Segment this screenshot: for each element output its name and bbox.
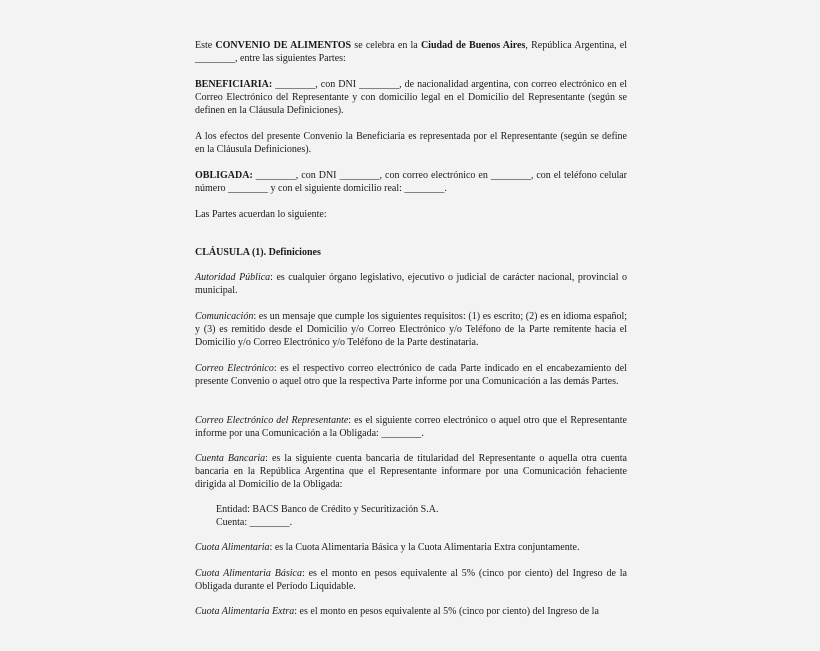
- obligada-text: ________, con DNI ________, con correo electrónico en ________, con el teléfono celular número ________ y con el siguiente domicilio real: ________.: [195, 170, 627, 194]
- obligada-label: OBLIGADA:: [195, 170, 253, 181]
- definition-cuota-extra: [195, 605, 627, 618]
- beneficiaria-text: ________, con DNI ________, de nacionalidad argentina, con correo electrónico en el Correo Electrónico del Representante y con domicilio legal en el Domicilio del Representante (según se definen en la Cláusula Definiciones).: [195, 79, 627, 116]
- definition-term: Correo Electrónico del Representante: [195, 415, 349, 426]
- clausula-heading: CLÁUSULA (1). Definiciones: [195, 247, 321, 258]
- beneficiaria-label: BENEFICIARIA:: [195, 79, 273, 90]
- agreement-title: CONVENIO DE ALIMENTOS: [215, 40, 352, 51]
- definition-term: Cuota Alimentaria Básica: [195, 568, 302, 579]
- definition-term: Cuota Alimentaria: [195, 542, 270, 553]
- definition-correo-representante: [195, 414, 627, 440]
- definition-text: : es la siguiente cuenta bancaria de titularidad del Representante o aquella otra cuenta bancaria en la República Argentina que el Representante informare por una Comunicación fehaciente dirigida al Domicilio de la Obligada:: [195, 453, 627, 490]
- city-name: Ciudad de Buenos Aires: [420, 40, 526, 51]
- definition-term: Autoridad Pública: [195, 272, 271, 283]
- definition-text: : es un mensaje que cumple los siguientes requisitos: (1) es escrito; (2) es en idioma español; y (3) es remitido desde el Domicilio y/o Correo Electrónico y/o Teléfono de la Parte remitente hacia el Domicilio y/o Correo Electrónico y/o Teléfono de la Parte destinataria.: [195, 311, 627, 348]
- definition-text: : es cualquier órgano legislativo, ejecutivo o judicial de carácter nacional, provincial o municipal.: [195, 272, 627, 296]
- intro-paragraph: [195, 39, 627, 65]
- bank-entidad: Entidad: BACS Banco de Crédito y Securitización S.A.: [216, 504, 439, 515]
- definition-comunicacion: [195, 310, 627, 349]
- obligada-paragraph: [195, 169, 627, 195]
- definition-cuota-basica: [195, 567, 627, 593]
- bank-cuenta: Cuenta: ________.: [216, 517, 293, 528]
- document-body: [195, 0, 628, 617]
- intro-pre: Este: [195, 40, 216, 51]
- definition-text: : es la Cuota Alimentaria Básica y la Cuota Alimentaria Extra conjuntamente.: [269, 542, 580, 553]
- definition-text: : es el respectivo correo electrónico de cada Parte indicado en el encabezamiento del presente Convenio o aquel otro que la respectiva Parte informe por una Comunicación a las demás Partes.: [195, 363, 628, 387]
- representacion-paragraph: A los efectos del presente Convenio la Beneficiaria es representada por el Representante (según se define en la Cláusula Definiciones).: [195, 131, 627, 155]
- definition-term: Correo Electrónico: [195, 363, 274, 374]
- definition-cuota: [195, 541, 627, 554]
- intro-post: , República Argentina, el ________, entre las siguientes Partes:: [195, 40, 627, 64]
- acuerdo-paragraph: Las Partes acuerdan lo siguiente:: [195, 209, 327, 220]
- definition-text: : es el monto en pesos equivalente al 5% (cinco por ciento) del Ingreso de la: [294, 606, 599, 617]
- definition-cuenta-bancaria: [195, 452, 627, 491]
- definition-text: : es el siguiente correo electrónico o aquel otro que el Representante informe por una Comunicación a la Obligada: ________.: [195, 415, 627, 439]
- definition-text: : es el monto en pesos equivalente al 5% (cinco por ciento) del Ingreso de la Obligada durante el Período Liquidable.: [195, 568, 627, 592]
- intro-mid: se celebra en la: [351, 40, 421, 51]
- definition-term: Cuota Alimentaria Extra: [195, 606, 295, 617]
- definition-term: Comunicación: [195, 311, 254, 322]
- definition-term: Cuenta Bancaria: [195, 453, 266, 464]
- definition-correo: [195, 362, 627, 388]
- beneficiaria-paragraph: [195, 78, 627, 117]
- definition-autoridad: [195, 271, 627, 297]
